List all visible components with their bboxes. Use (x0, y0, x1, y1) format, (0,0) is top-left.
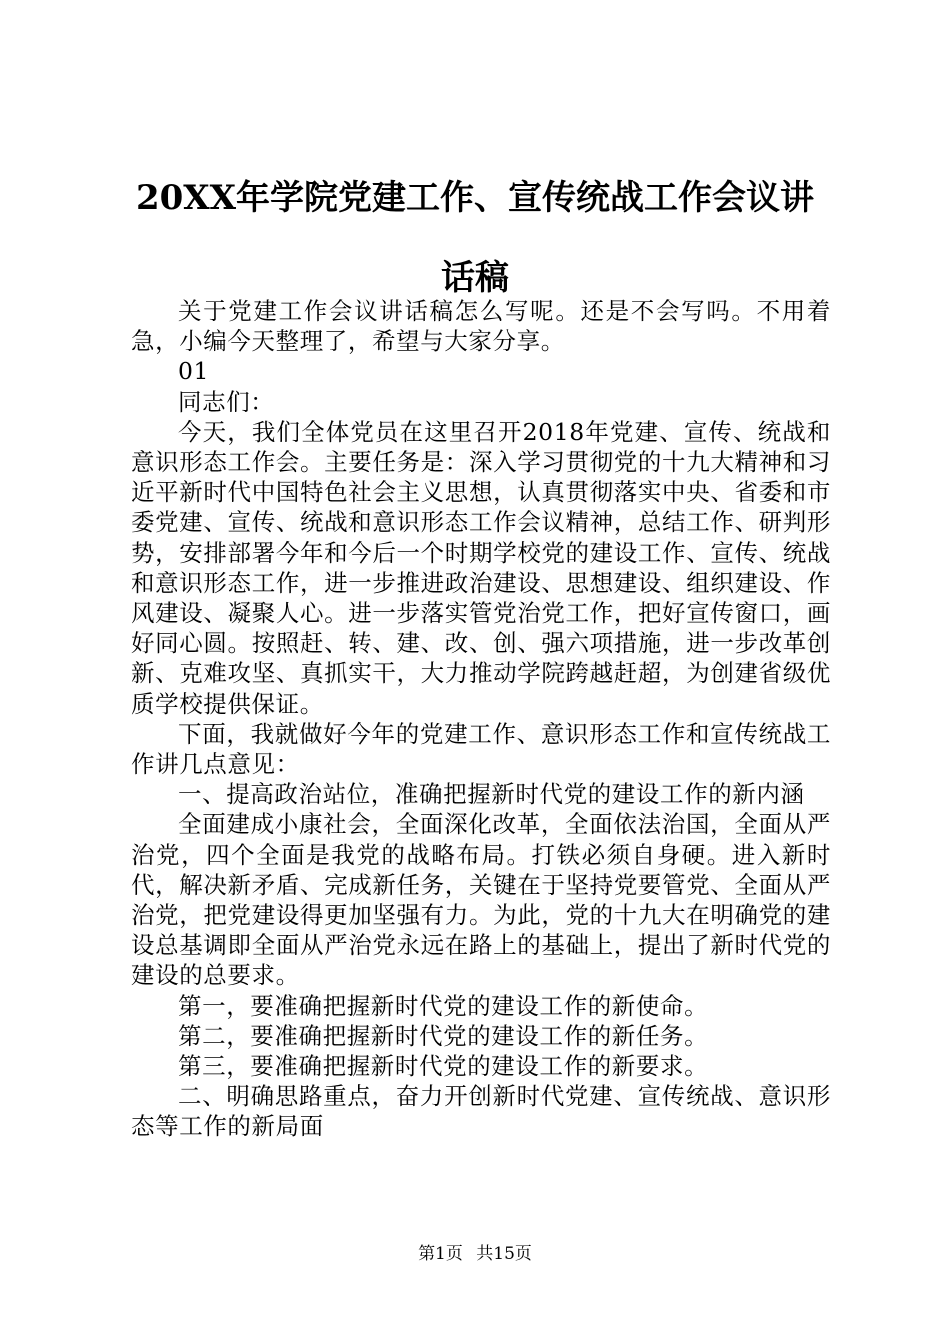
paragraph: 第二，要准确把握新时代党的建设工作的新任务。 (178, 1021, 709, 1050)
section-heading: 二、明确思路重点，奋力开创新时代党建、宣传统战、意识形态等工作的新局面 (131, 1082, 831, 1141)
page-number-current: 第1页 (418, 1244, 463, 1264)
paragraph: 同志们： (178, 387, 275, 416)
paragraph: 今天，我们全体党员在这里召开2018年党建、宣传、统战和意识形态工作会。主要任务是：深入学习贯彻党的十九大精神和习近平新时代中国特色社会主义思想，认真贯彻落实中央、省委和市委党建、宣传、统战和意识形态工作会议精神，总结工作、研判形势，安排部署今年和今后一个时期学校党的建设工作、宣传、统战和意识形态工作，进一步推进政治建设、思想建设、组织建设、作风建设、凝聚人心。进一步落实管党治党工作，把好宣传窗口，画好同心圆。按照赶、转、建、改、创、强六项措施，进一步改革创新、克难攻坚、真抓实干，大力推动学院跨越赶超，为创建省级优质学校提供保证。 (131, 417, 831, 718)
paragraph: 第三，要准确把握新时代党的建设工作的新要求。 (178, 1052, 709, 1081)
document-title (120, 158, 830, 318)
document-body (131, 296, 831, 1142)
paragraph: 关于党建工作会议讲话稿怎么写呢。还是不会写吗。不用着急，小编今天整理了，希望与大家分享。 (131, 297, 831, 356)
paragraph: 下面，我就做好今年的党建工作、意识形态工作和宣传统战工作讲几点意见： (131, 719, 831, 779)
page-footer (0, 1242, 950, 1266)
section-heading: 一、提高政治站位，准确把握新时代党的建设工作的新内涵 (178, 780, 805, 809)
title-line-2: 话稿 (441, 258, 509, 298)
title-line-1: 20XX年学院党建工作、宣传统战工作会议讲 (135, 178, 815, 218)
page-number-total: 共15页 (476, 1244, 532, 1264)
paragraph: 01 (178, 357, 210, 386)
paragraph: 全面建成小康社会，全面深化改革，全面依法治国，全面从严治党，四个全面是我党的战略布局。打铁必须自身硬。进入新时代，解决新矛盾、完成新任务，关键在于坚持党要管党、全面从严治党，把党建设得更加坚强有力。为此，党的十九大在明确党的建设总基调即全面从严治党永远在路上的基础上，提出了新时代党的建设的总要求。 (131, 810, 831, 990)
paragraph: 第一，要准确把握新时代党的建设工作的新使命。 (178, 991, 709, 1020)
